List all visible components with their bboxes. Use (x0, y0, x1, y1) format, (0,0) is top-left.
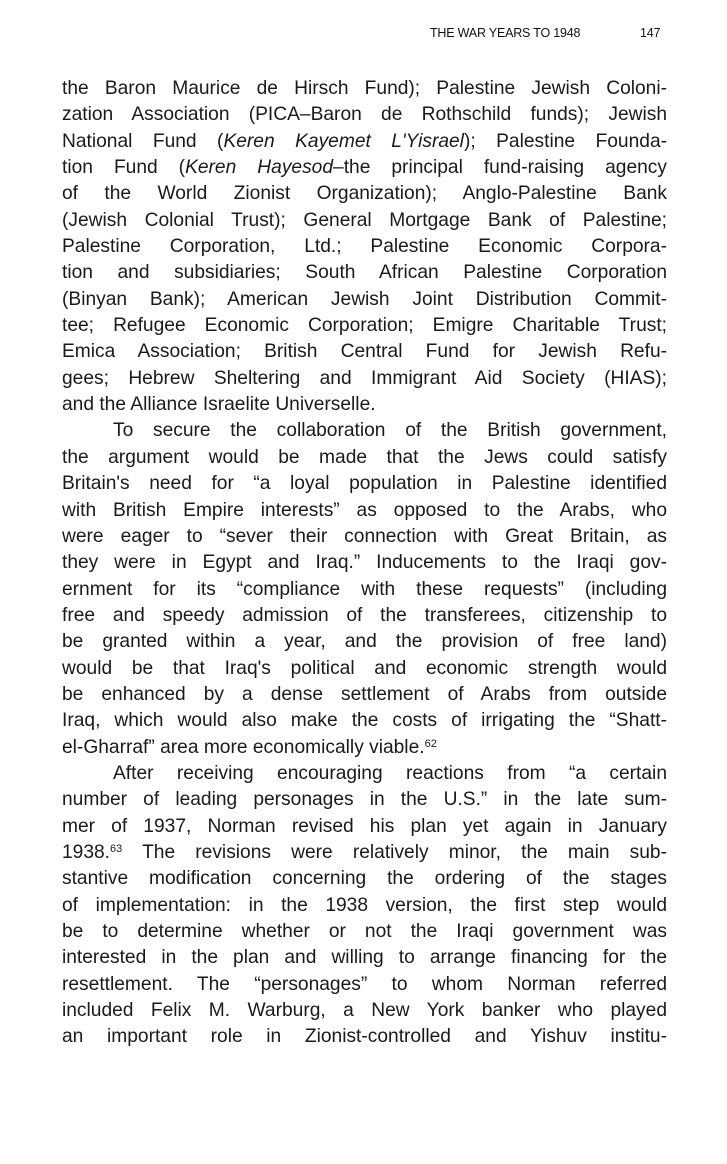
text-segment: with British Empire interests” as opposed to the Arabs, who (62, 499, 667, 521)
text-line (62, 577, 667, 603)
text-segment: of the World Zionist Organization); Anglo-Palestine Bank (62, 183, 667, 205)
text-line (62, 998, 667, 1024)
text-line (62, 603, 667, 629)
footnote-reference: 63 (110, 842, 123, 855)
text-segment: tion Fund ( (62, 157, 186, 179)
text-segment: After receiving encouraging reactions from “a certain (113, 762, 667, 784)
text-segment: number of leading personages in the U.S.” in the late sum- (62, 789, 667, 811)
text-line (62, 234, 667, 260)
text-segment: be granted within a year, and the provision of free land) (62, 631, 667, 653)
text-line (62, 445, 667, 471)
text-segment: of implementation: in the 1938 version, the first step would (62, 894, 667, 916)
text-segment: 1938. (62, 841, 111, 863)
text-line (62, 787, 667, 813)
text-line (62, 656, 667, 682)
text-line (62, 682, 667, 708)
text-line (62, 129, 667, 155)
text-segment: the argument would be made that the Jews could satisfy (62, 446, 667, 468)
text-segment: ernment for its “compliance with these requests” (including (62, 578, 667, 600)
text-segment: tee; Refugee Economic Corporation; Emigre Charitable Trust; (62, 315, 667, 337)
running-head-title: THE WAR YEARS TO 1948 (430, 26, 581, 40)
text-segment: the Baron Maurice de Hirsch Fund); Palestine Jewish Coloni- (62, 78, 667, 99)
text-segment: –the principal fund-raising agency (333, 157, 667, 179)
text-segment: (Jewish Colonial Trust); General Mortgage Bank of Palestine; (62, 209, 667, 231)
text-segment: Iraq, which would also make the costs of irrigating the “Shatt- (62, 710, 667, 732)
body-text (62, 76, 667, 1051)
text-line (62, 735, 667, 761)
text-line (62, 972, 667, 998)
text-line (62, 287, 667, 313)
text-line (62, 1024, 667, 1050)
italic-term: Keren Kayemet L'Yisrael (223, 130, 464, 152)
text-segment: el-Gharraf” area more economically viable. (62, 736, 425, 758)
text-segment: Emica Association; British Central Fund for Jewish Refu- (62, 341, 667, 363)
footnote-reference: 62 (424, 737, 437, 750)
paragraph (62, 418, 667, 760)
running-head (430, 26, 670, 44)
text-line (62, 76, 667, 102)
text-line (62, 260, 667, 286)
text-line (62, 866, 667, 892)
text-line (62, 814, 667, 840)
text-segment: an important role in Zionist-controlled and Yishuv institu- (62, 1026, 667, 1048)
text-segment: would be that Iraq's political and economic strength would (62, 657, 667, 679)
text-segment: Palestine Corporation, Ltd.; Palestine Economic Corpora- (62, 236, 667, 258)
text-segment: be enhanced by a dense settlement of Arabs from outside (62, 683, 667, 705)
text-segment: The revisions were relatively minor, the main sub- (122, 841, 667, 863)
text-segment: zation Association (PICA–Baron de Rothschild funds); Jewish (62, 104, 667, 126)
text-segment: To secure the collaboration of the British government, (113, 420, 667, 442)
paragraph (62, 761, 667, 1051)
text-segment: resettlement. The “personages” to whom Norman referred (62, 973, 667, 995)
text-line (62, 629, 667, 655)
text-line (62, 708, 667, 734)
text-line (62, 313, 667, 339)
text-line (62, 524, 667, 550)
text-line (62, 392, 667, 418)
text-segment: (Binyan Bank); American Jewish Joint Distribution Commit- (62, 288, 667, 310)
text-line (62, 893, 667, 919)
text-segment: Britain's need for “a loyal population in Palestine identified (62, 473, 667, 495)
text-segment: were eager to “sever their connection with Great Britain, as (62, 525, 667, 547)
text-line (62, 418, 667, 444)
text-segment: National Fund ( (62, 130, 224, 152)
text-segment: free and speedy admission of the transferees, citizenship to (62, 604, 667, 626)
text-line (62, 840, 667, 866)
paragraph (62, 76, 667, 418)
text-line (62, 208, 667, 234)
text-segment: mer of 1937, Norman revised his plan yet again in January (62, 815, 667, 837)
text-segment: be to determine whether or not the Iraqi government was (62, 921, 667, 942)
text-segment: gees; Hebrew Sheltering and Immigrant Aid Society (HIAS); (62, 367, 667, 389)
text-segment: they were in Egypt and Iraq.” Inducements to the Iraqi gov- (62, 552, 667, 574)
text-line (62, 550, 667, 576)
text-line (62, 181, 667, 207)
text-segment: interested in the plan and willing to arrange financing for the (62, 947, 667, 969)
italic-term: Keren Hayesod (185, 157, 334, 179)
text-line (62, 155, 667, 181)
text-line (62, 761, 667, 787)
text-line (62, 919, 667, 945)
text-segment: tion and subsidiaries; South African Palestine Corporation (62, 262, 667, 284)
text-line (62, 945, 667, 971)
text-segment: stantive modification concerning the ordering of the stages (62, 868, 667, 890)
text-line (62, 471, 667, 497)
text-segment: and the Alliance Israelite Universelle. (62, 394, 376, 416)
page-number: 147 (640, 26, 661, 40)
text-line (62, 366, 667, 392)
text-line (62, 102, 667, 128)
text-segment: ); Palestine Founda- (463, 130, 667, 152)
text-segment: included Felix M. Warburg, a New York banker who played (62, 1000, 667, 1022)
text-line (62, 339, 667, 365)
text-line (62, 498, 667, 524)
